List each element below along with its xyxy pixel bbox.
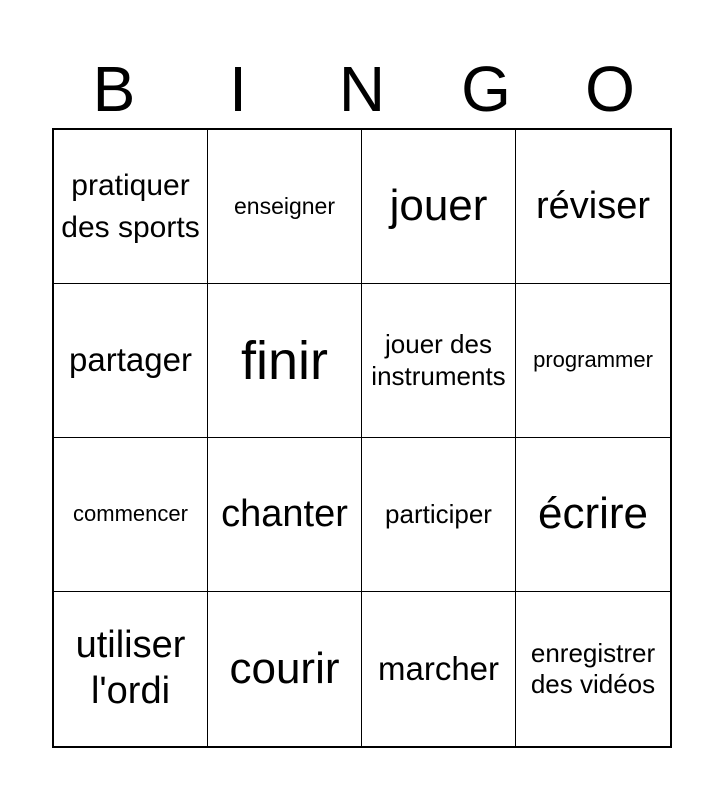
bingo-cell[interactable]	[362, 130, 516, 284]
cell-label: réviser	[535, 184, 651, 227]
header-letter-g: G	[461, 53, 511, 125]
bingo-cell[interactable]	[516, 284, 670, 438]
cell-label: programmer	[533, 347, 653, 373]
bingo-cell[interactable]	[208, 284, 362, 438]
bingo-cell[interactable]	[516, 130, 670, 284]
bingo-board	[52, 128, 672, 748]
cell-label: chanter	[221, 492, 348, 535]
bingo-cell[interactable]	[208, 592, 362, 746]
bingo-cell[interactable]	[516, 438, 670, 592]
cell-label: partager	[69, 341, 192, 379]
bingo-cell[interactable]	[516, 592, 670, 746]
bingo-cell[interactable]	[208, 130, 362, 284]
bingo-header	[52, 52, 672, 126]
bingo-cell[interactable]	[362, 592, 516, 746]
cell-label: pratiquer des sports	[61, 168, 200, 244]
cell-label: enseigner	[233, 192, 336, 219]
cell-label: participer	[385, 498, 492, 529]
cell-label: jouer des instruments	[371, 329, 506, 391]
bingo-cell[interactable]	[54, 130, 208, 284]
cell-label: enregistrer des vidéos	[530, 637, 656, 699]
bingo-cell[interactable]	[208, 438, 362, 592]
bingo-cell[interactable]	[54, 438, 208, 592]
header-letter-n: N	[338, 53, 386, 125]
cell-label: courir	[229, 643, 340, 693]
cell-label: écrire	[537, 489, 649, 539]
header-letter-o: O	[585, 53, 635, 125]
cell-label: utiliser l'ordi	[75, 624, 186, 712]
bingo-cell[interactable]	[362, 284, 516, 438]
bingo-cell[interactable]	[362, 438, 516, 592]
cell-label: finir	[240, 330, 328, 391]
cell-label: commencer	[73, 501, 188, 527]
cell-label: jouer	[389, 181, 488, 231]
bingo-cell[interactable]	[54, 592, 208, 746]
bingo-cell[interactable]	[54, 284, 208, 438]
cell-label: marcher	[377, 649, 500, 687]
header-letter-b: B	[92, 53, 136, 125]
header-letter-i: I	[229, 53, 247, 125]
